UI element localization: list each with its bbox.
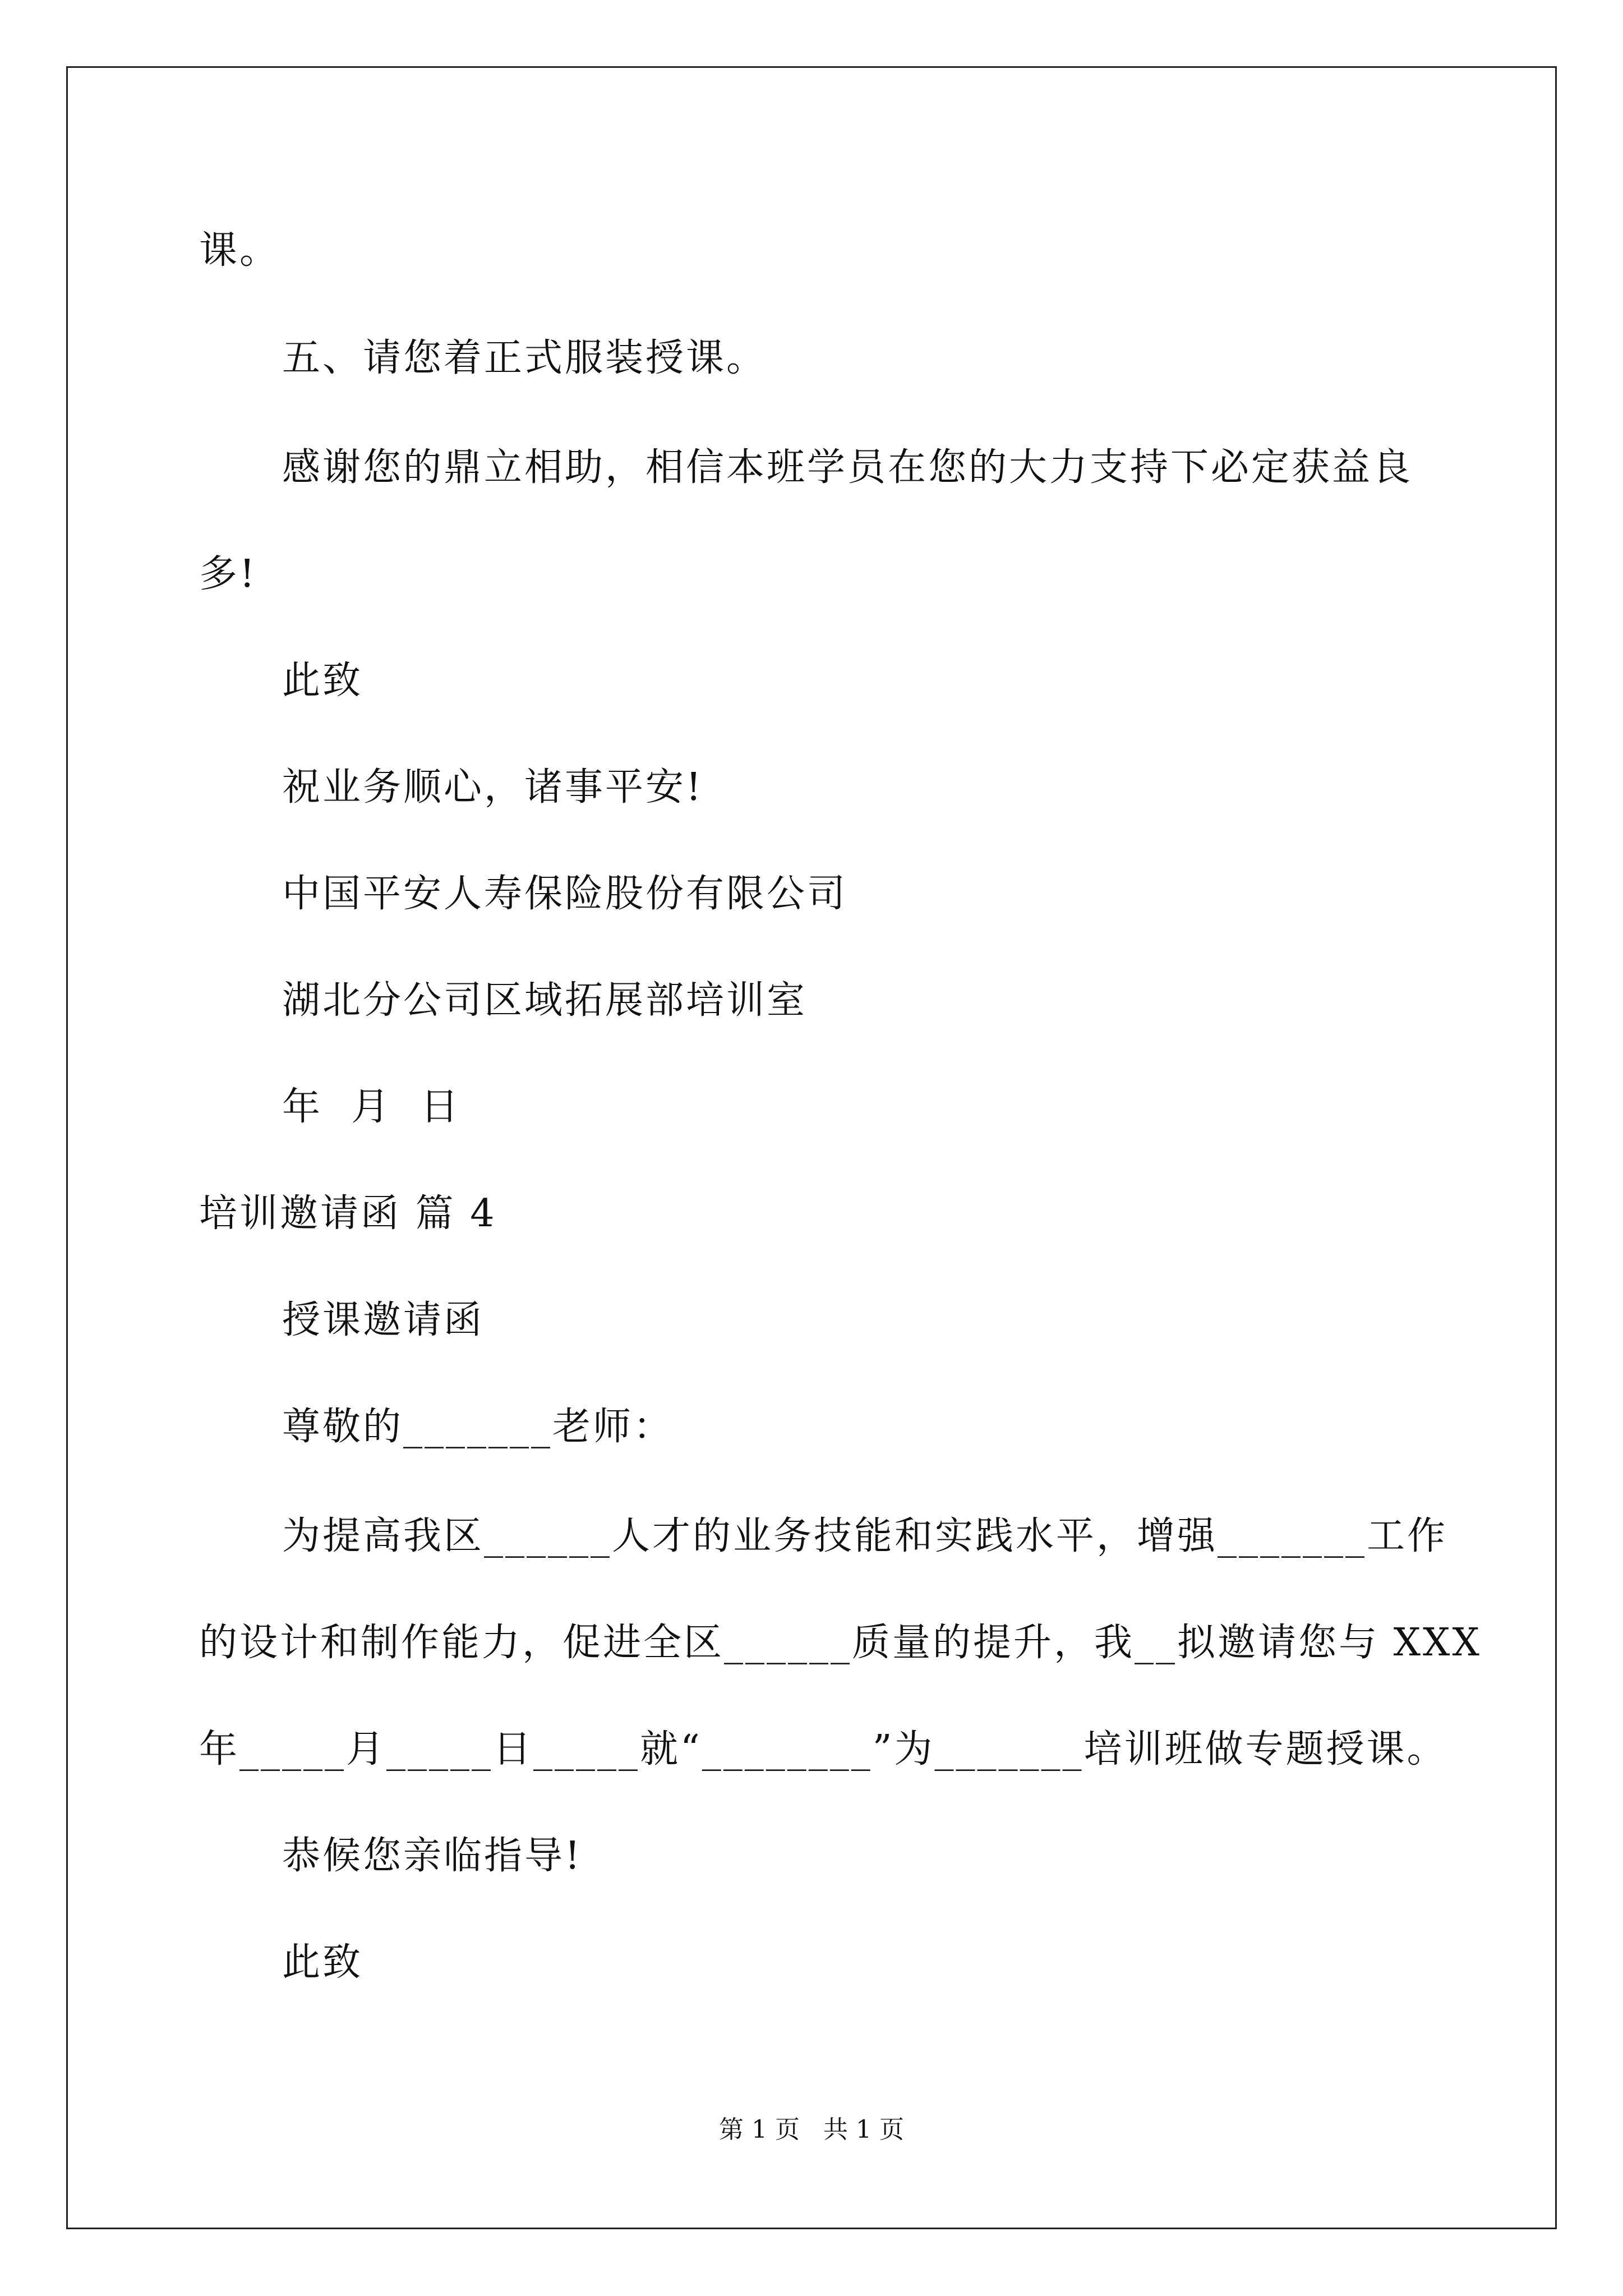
text-line-invite: 恭候您亲临指导! [282,1834,583,1878]
text-line-closing-2: 此致 [282,1940,363,1985]
text-line-wishes: 祝业务顺心，诸事平安! [282,765,704,809]
text-line-closing: 此致 [282,659,363,703]
page-footer: 第 1 页 共 1 页 [719,2115,904,2144]
salutation: 尊敬的_______老师： [282,1405,674,1449]
text-line-thanks: 感谢您的鼎立相助，相信本班学员在您的大力支持下必定获益良 [282,445,1413,490]
text-line-schedule: 年_____月_____日_____就“________”为_______培训班做专题授课。 [199,1727,1447,1772]
section-heading: 培训邀请函 篇 4 [199,1191,497,1236]
text-line-purpose-cont: 的设计和制作能力，促进全区______质量的提升，我__拟邀请您与 XXX [199,1621,1482,1665]
text-line-company: 中国平安人寿保险股份有限公司 [282,872,848,916]
page-border [66,66,1557,2229]
text-line-dress-code: 五、请您着正式服装授课。 [282,336,767,380]
text-line-purpose: 为提高我区______人才的业务技能和实践水平，增强_______工作 [282,1514,1448,1558]
text-line-date: 年 月 日 [282,1085,461,1129]
letter-title: 授课邀请函 [282,1298,485,1342]
text-line-thanks-end: 多! [199,552,257,596]
text-line-department: 湖北分公司区域拓展部培训室 [282,978,808,1023]
text-line-continuation: 课。 [199,228,280,273]
